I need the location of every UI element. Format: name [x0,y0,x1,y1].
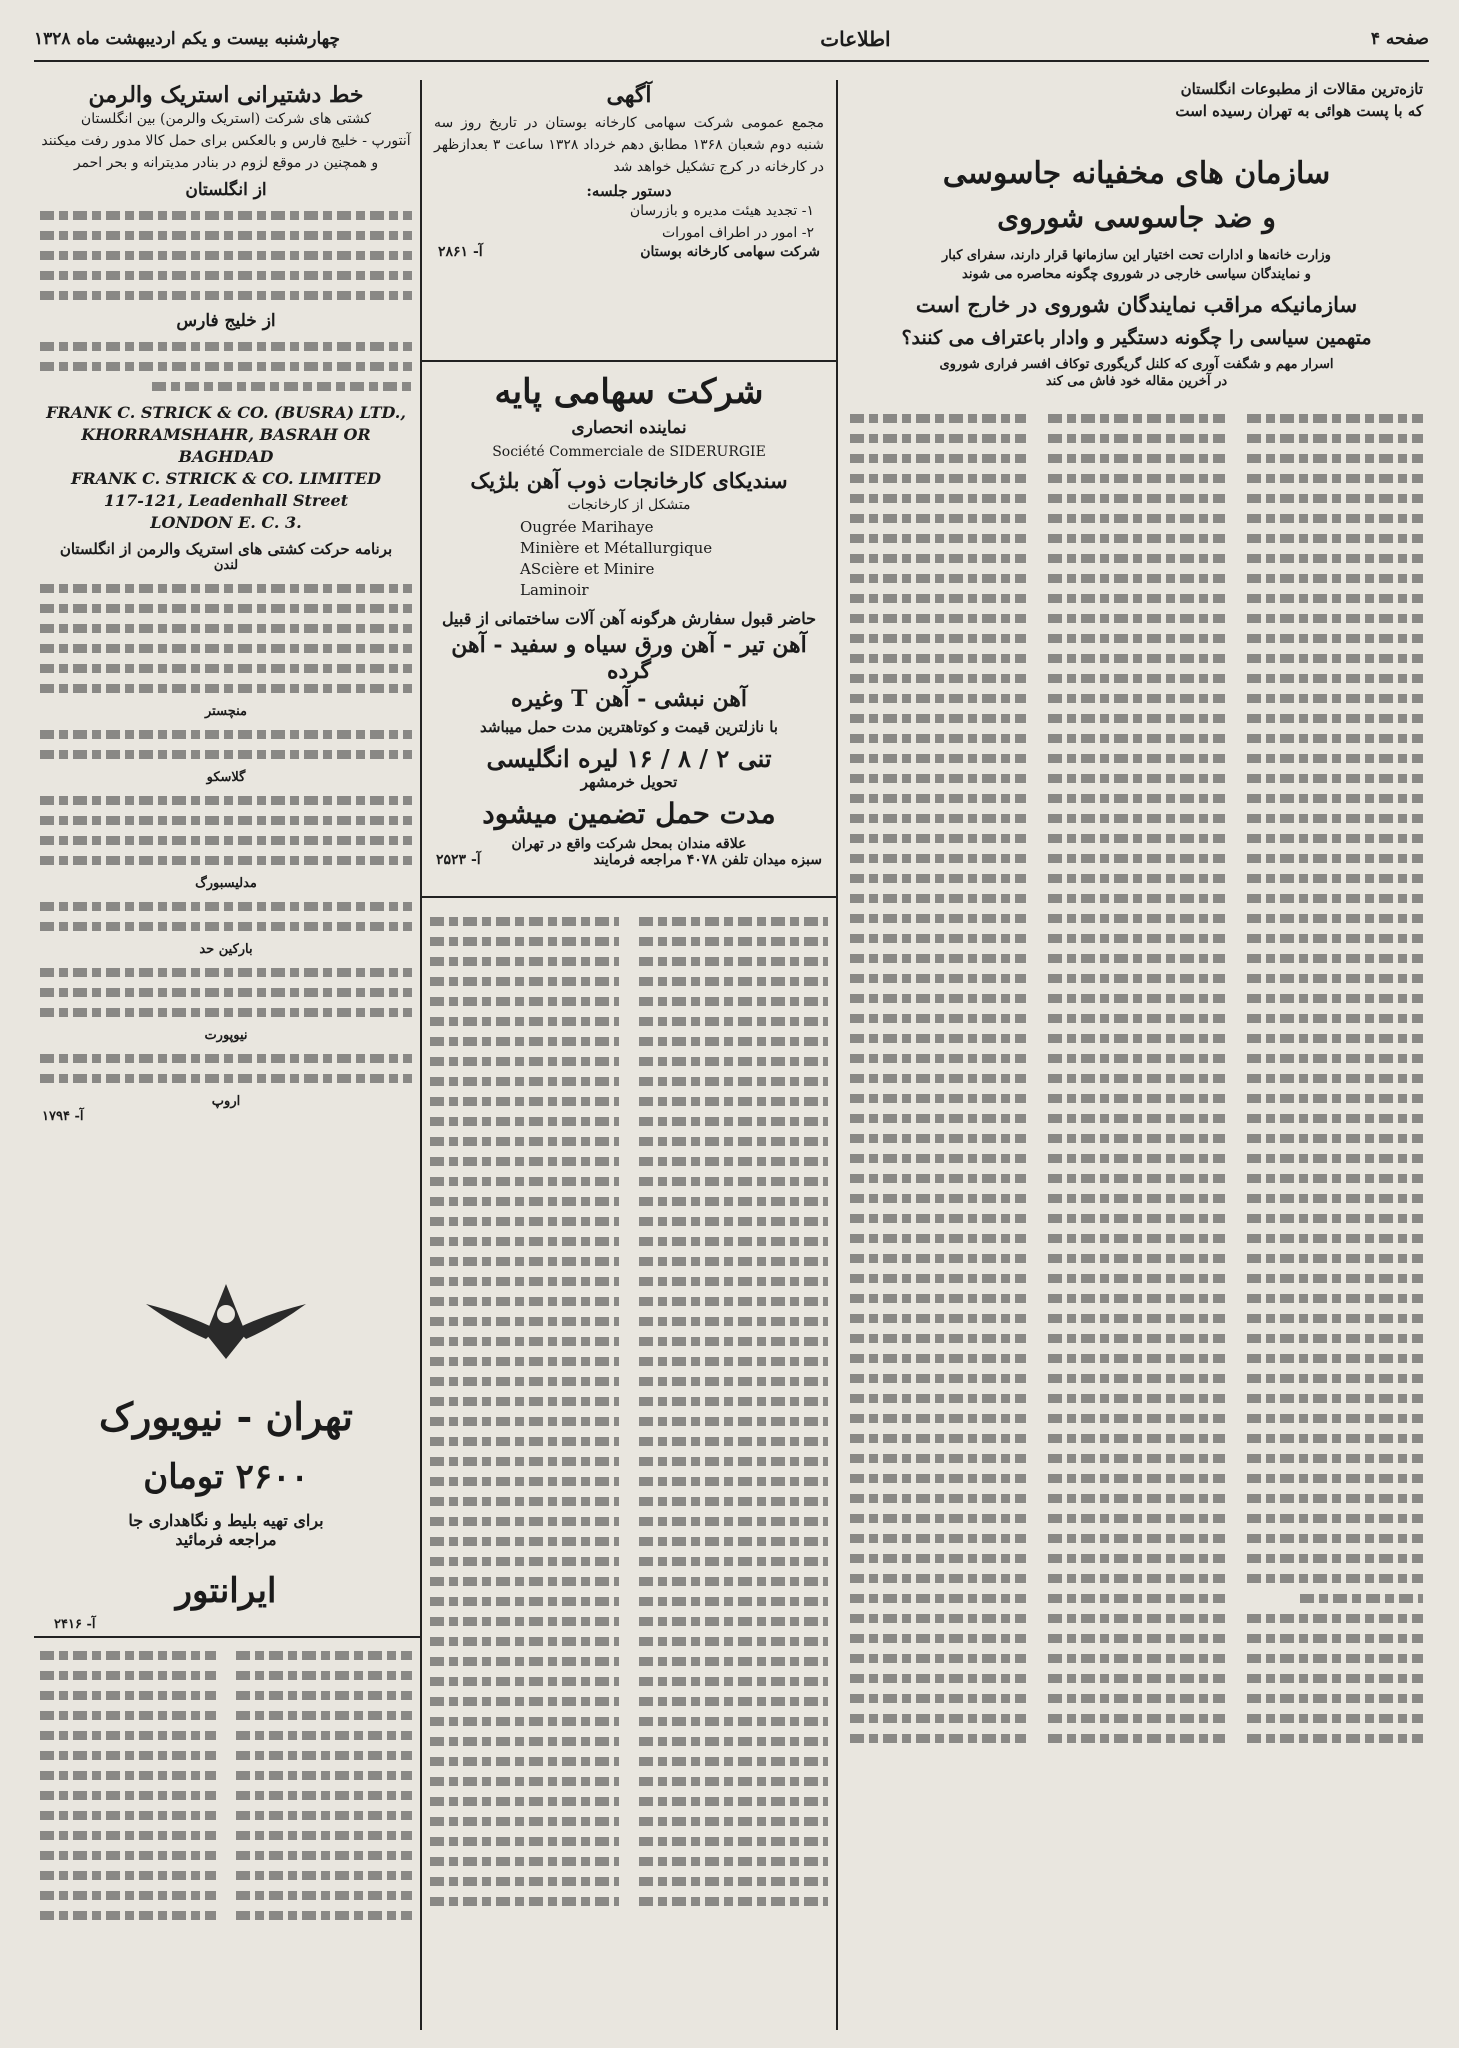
notice-body: مجمع عمومی شرکت سهامی کارخانه بوستان در تاریخ روز سه شنبه دوم شعبان ۱۳۶۸ مطابق دهم خرداد ۱۳۲۸ ساعت ۳ بعدازظهر در کارخانه در کرج تشکیل خواهد شد [434,115,825,175]
headline: سازمان های مخفیانه جاسوسی [942,156,1331,191]
agenda-item: ۲- امور در اطراف امورات [661,225,814,241]
paper-name: اطلاعات [820,27,891,51]
subheading: و نمایندگان سیاسی خارجی در شوروی چگونه محاصره می شوند [962,267,1311,282]
column-rule [836,80,838,2030]
member-company: AScière et Minire [520,560,655,578]
schedule-title: برنامه حرکت کشتی های استریک والرمن از انگلستان [59,540,393,558]
section-rule [422,360,836,362]
subheading: وزارت خانه‌ها و ادارات تحت اختیار این سازمانها قرار دارند، سفرای کبار [942,248,1331,263]
delivery: تحویل خرمشهر [580,773,678,791]
notice-title: آگهی [606,82,652,108]
price: تنی ۲ / ۸ / ۱۶ لیره انگلیسی [486,744,772,773]
agent-address: FRANK C. STRICK & CO. LIMITED [70,469,381,488]
terms: با نازلترین قیمت و کوتاهترین مدت حمل میباشد [480,718,778,736]
text-column [230,1640,418,1931]
port-heading: نیوپورت [204,1028,248,1043]
member-company: Ougrée Marihaye [520,518,654,536]
products: آهن تیر - آهن ورق سیاه و سفید - آهن گرده [451,632,807,684]
offer: حاضر قبول سفارش هرگونه آهن آلات ساختمانی از قبیل [441,609,817,628]
agenda-item: ۱- تجدید هیئت مدیره و بازرسان [629,203,814,219]
shipping-line: و همچنین در موقع لزوم در بنادر مدیترانه و بحر احمر [73,155,379,171]
address: سبزه میدان تلفن ۴۰۷۸ مراجعه فرمایند [593,852,822,868]
contact: علاقه مندان بمحل شرکت واقع در تهران [511,836,747,852]
headline: و ضد جاسوسی شوروی [997,201,1276,234]
guarantee: مدت حمل تضمین میشود [482,797,776,830]
shipping-ad [34,82,418,1124]
kicker: تازه‌ترین مقالات از مطبوعات انگلستان [1180,80,1423,98]
ad-code: آ- ۱۷۹۴ [42,1109,84,1124]
french-company: Société Commerciale de SIDERURGIE [492,444,766,460]
text-column [1241,403,1429,1754]
ad-code: آ- ۲۵۲۳ [436,852,481,868]
booking-line: برای تهیه بلیط و نگاهداری جا [128,1511,324,1530]
article-body [844,403,1429,1754]
text-column [1042,403,1230,1754]
text-column [633,906,834,1917]
agent-address: 117-121, Leadenhall Street [103,491,349,510]
agency-name: ایرانتور [175,1571,277,1611]
shipping-line: آنتورپ - خلیج فارس و بالعکس برای حمل کالا مدور رفت میکنند [41,133,411,149]
member-company: Laminoir [520,581,589,599]
ad-code: آ- ۲۸۶۱ [438,244,483,260]
section-heading: از خلیج فارس [176,311,276,331]
article-espionage [844,78,1429,1754]
syndicate: سندیکای کارخانجات ذوب آهن بلژیک [470,468,788,493]
masthead [34,18,1429,62]
section-rule [422,896,836,898]
shipping-title: خط دشتیرانی استریک والرمن [88,82,364,108]
text-column [844,403,1032,1754]
members-label: متشکل از کارخانجات [567,497,691,513]
member-company: Minière et Métallurgique [520,539,713,557]
agenda-title: دستور جلسه: [586,182,672,200]
products: آهن نبشی - آهن T وغیره [511,686,747,712]
port-heading: بارکین حد [199,942,253,957]
notice-ad [424,82,834,260]
paye-ad [430,372,828,868]
subheading: اسرار مهم و شگفت آوری که کلنل گریگوری توکاف افسر فراری شوروی [939,357,1334,372]
continued-article [34,1640,418,1931]
fare: ۲۶۰۰ تومان [143,1457,309,1497]
column-rule [420,80,422,2030]
booking-line: مراجعه فرمائید [175,1530,277,1549]
agent-address: FRANK C. STRICK & CO. (BUSRA) LTD., [46,403,406,422]
text-column [424,906,625,1917]
route: تهران - نیویورک [99,1394,353,1439]
port-heading: مدلیسبورگ [195,876,257,891]
page-number: صفحه ۴ [1370,29,1429,49]
port-heading: منچستر [205,704,247,719]
representative: نماینده انحصاری [571,418,687,438]
section-heading: از انگلستان [185,180,267,200]
winged-logo-icon [136,1264,316,1384]
headline: سازمانیکه مراقب نمایندگان شوروی در خارج است [915,292,1358,317]
continued-article [424,906,834,1917]
text-column [34,1640,222,1931]
port-heading: اروپ [211,1094,241,1109]
issue-date: چهارشنبه بیست و یکم اردیبهشت ماه ۱۳۲۸ [34,29,341,49]
agent-address: KHORRAMSHAHR, BASRAH OR BAGHDAD [81,425,371,466]
shipping-line: کشتی های شرکت (استریک والرمن) بین انگلستان [80,111,372,127]
company-name: شرکت سهامی پایه [494,372,764,412]
ad-code: آ- ۲۴۱۶ [54,1617,96,1632]
kicker: که با پست هوائی به تهران رسیده است [1175,102,1423,120]
subheading: در آخرین مقاله خود فاش می کند [1045,374,1228,389]
headline: متهمین سیاسی را چگونه دستگیر و وادار باعتراف می کنند؟ [901,327,1372,349]
section-rule [34,1636,420,1638]
port-heading: گلاسکو [206,770,246,785]
notice-signature: شرکت سهامی کارخانه بوستان [640,244,820,260]
port-heading: لندن [213,558,239,573]
agent-address: LONDON E. C. 3. [150,513,302,532]
iranatour-ad [34,1254,418,1632]
